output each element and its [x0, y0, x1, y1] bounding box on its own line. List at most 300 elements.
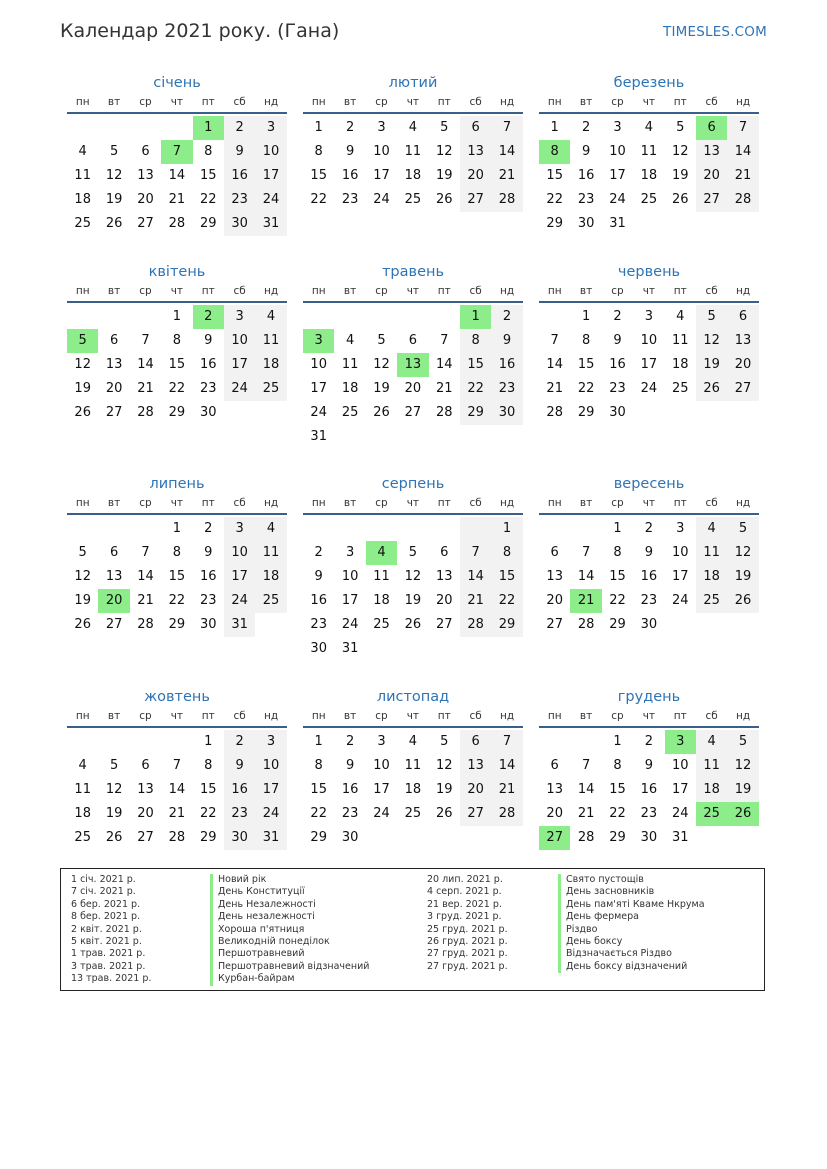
day-cell: 18 [341, 381, 359, 396]
day-cell: 9 [345, 758, 355, 773]
month-name: грудень [617, 689, 681, 705]
day-cell: 2 [204, 521, 213, 536]
empty-day-cell [161, 730, 192, 754]
day-cell: 19 [105, 192, 123, 207]
weekday-label: пт [201, 710, 215, 722]
day-cell: 28 [137, 405, 154, 420]
day-cell: 5 [696, 305, 727, 329]
day-cell: 3 [377, 734, 386, 749]
day-cell: 24 [671, 593, 689, 608]
day-cell: 1 [613, 734, 622, 749]
day-cell: 23 [491, 377, 522, 401]
empty-day-cell [130, 116, 161, 140]
day-cell: 12 [373, 357, 390, 372]
legend-date: 1 трав. 2021 р. [71, 948, 146, 960]
empty-day-cell [429, 425, 460, 449]
empty-day-cell [633, 401, 664, 425]
day-cell: 23 [640, 806, 658, 821]
day-cell: 12 [74, 569, 91, 584]
day-cell: 30 [310, 641, 327, 656]
day-cell: 17 [373, 168, 390, 183]
day-cell: 10 [341, 569, 359, 584]
weekday-label: вт [579, 96, 593, 108]
day-cell: 28 [435, 405, 453, 420]
weekday-label: пт [673, 497, 687, 509]
weekday-label: пн [547, 96, 562, 108]
holiday-day-cell: 5 [67, 329, 98, 353]
legend-date: 6 бер. 2021 р. [71, 898, 141, 910]
day-cell: 11 [341, 357, 359, 372]
day-cell: 22 [310, 192, 327, 207]
empty-day-cell [224, 401, 255, 425]
day-cell: 18 [671, 357, 689, 372]
day-cell: 16 [341, 782, 359, 797]
day-cell: 6 [109, 545, 119, 560]
day-cell: 25 [671, 381, 689, 396]
day-cell: 30 [577, 216, 595, 231]
month-9 [539, 473, 759, 637]
day-cell: 8 [613, 545, 622, 560]
empty-day-cell [130, 517, 161, 541]
day-cell: 2 [345, 120, 355, 135]
day-cell: 30 [609, 405, 626, 420]
day-cell: 18 [640, 168, 658, 183]
day-cell: 12 [727, 754, 758, 778]
day-cell: 19 [404, 593, 422, 608]
weekday-label: чт [406, 96, 420, 108]
day-cell: 15 [168, 357, 186, 372]
empty-day-cell [491, 425, 522, 449]
day-cell: 16 [640, 569, 658, 584]
legend-date: 7 січ. 2021 р. [71, 886, 136, 898]
day-cell: 27 [435, 617, 453, 632]
day-cell: 16 [224, 164, 255, 188]
day-cell: 22 [199, 192, 217, 207]
day-cell: 5 [408, 545, 417, 560]
day-cell: 1 [204, 734, 213, 749]
day-cell: 20 [460, 778, 491, 802]
day-cell: 22 [546, 192, 563, 207]
day-cell: 17 [609, 168, 626, 183]
empty-day-cell [429, 826, 460, 850]
day-cell: 4 [255, 305, 286, 329]
day-cell: 25 [255, 377, 286, 401]
day-cell: 2 [345, 734, 355, 749]
day-cell: 18 [404, 782, 422, 797]
day-cell: 30 [199, 617, 217, 632]
day-cell: 27 [137, 830, 154, 845]
empty-day-cell [727, 212, 758, 236]
weekday-label: пт [437, 285, 451, 297]
weekday-label: пн [547, 710, 562, 722]
day-cell: 27 [546, 617, 563, 632]
day-cell: 20 [435, 593, 453, 608]
day-cell: 3 [255, 730, 286, 754]
day-cell: 29 [199, 216, 217, 231]
day-cell: 29 [168, 617, 186, 632]
legend-holiday-name: Новий рік [210, 874, 369, 886]
day-cell: 9 [204, 333, 213, 348]
legend-names-column [558, 874, 705, 973]
day-cell: 24 [671, 806, 689, 821]
day-cell: 25 [404, 806, 422, 821]
weekday-label: пт [673, 96, 687, 108]
month-name: лютий [388, 75, 438, 91]
weekday-label: ср [375, 710, 388, 722]
day-cell: 17 [671, 569, 689, 584]
day-cell: 12 [435, 758, 453, 773]
weekday-label: пн [547, 497, 562, 509]
empty-day-cell [397, 517, 428, 541]
weekday-label: вт [343, 285, 357, 297]
day-cell: 27 [105, 617, 123, 632]
legend-date: 26 груд. 2021 р. [427, 935, 508, 947]
empty-day-cell [161, 116, 192, 140]
day-cell: 11 [74, 168, 91, 183]
day-cell: 9 [491, 329, 522, 353]
legend-holiday-name: Великодній понеділок [210, 936, 369, 948]
weekday-header [67, 94, 287, 114]
day-cell: 14 [460, 565, 491, 589]
day-cell: 10 [224, 541, 255, 565]
weekday-label: чт [406, 710, 420, 722]
legend-holiday-name: Свято пустощів [558, 874, 705, 886]
day-cell: 2 [644, 734, 653, 749]
day-cell: 20 [105, 381, 123, 396]
legend-date: 25 груд. 2021 р. [427, 923, 508, 935]
day-cell: 23 [224, 188, 255, 212]
day-cell: 3 [224, 517, 255, 541]
day-cell: 26 [105, 216, 123, 231]
weekday-label: сб [705, 710, 718, 722]
weekday-label: нд [735, 285, 751, 297]
weekday-label: чт [642, 285, 656, 297]
day-cell: 30 [341, 830, 359, 845]
day-cell: 13 [696, 140, 727, 164]
month-name: квітень [148, 264, 206, 280]
empty-day-cell [98, 730, 129, 754]
weekday-label: пн [311, 96, 326, 108]
empty-day-cell [460, 425, 491, 449]
legend-holiday-name: Першотравневий [210, 948, 369, 960]
empty-day-cell [397, 826, 428, 850]
day-cell: 7 [440, 333, 449, 348]
day-cell: 23 [224, 802, 255, 826]
day-cell: 28 [137, 617, 154, 632]
day-cell: 10 [310, 357, 327, 372]
day-cell: 4 [78, 758, 87, 773]
day-cell: 13 [546, 782, 563, 797]
day-cell: 27 [460, 802, 491, 826]
day-cell: 24 [373, 806, 390, 821]
day-cell: 8 [613, 758, 622, 773]
weekday-label: сб [469, 285, 482, 297]
day-cell: 12 [727, 541, 758, 565]
day-cell: 19 [435, 782, 453, 797]
day-cell: 10 [671, 545, 689, 560]
day-cell: 8 [172, 545, 181, 560]
holiday-day-cell: 6 [696, 116, 727, 140]
day-cell: 8 [491, 541, 522, 565]
weekday-label: пт [437, 497, 451, 509]
day-cell: 23 [199, 381, 217, 396]
empty-day-cell [303, 517, 334, 541]
legend-date: 21 вер. 2021 р. [427, 898, 502, 910]
day-cell: 20 [546, 806, 563, 821]
weekday-header [303, 94, 523, 114]
day-cell: 18 [373, 593, 390, 608]
legend-holiday-name: День боксу [558, 936, 705, 948]
day-cell: 12 [671, 144, 689, 159]
day-cell: 7 [581, 545, 591, 560]
day-cell: 23 [341, 192, 359, 207]
day-cell: 15 [546, 168, 563, 183]
day-cell: 16 [640, 782, 658, 797]
day-cell: 3 [676, 521, 685, 536]
day-cell: 15 [199, 168, 217, 183]
weekday-label: чт [170, 710, 184, 722]
day-cell: 13 [435, 569, 453, 584]
holiday-day-cell: 1 [193, 116, 224, 140]
empty-day-cell [460, 517, 491, 541]
day-cell: 4 [408, 734, 417, 749]
day-cell: 20 [404, 381, 422, 396]
day-cell: 5 [676, 120, 685, 135]
day-cell: 19 [105, 806, 123, 821]
day-cell: 4 [408, 120, 417, 135]
legend-holiday-name: Курбан-байрам [210, 973, 369, 985]
day-cell: 14 [168, 782, 186, 797]
weekday-label: сб [705, 285, 718, 297]
day-cell: 15 [491, 565, 522, 589]
day-cell: 5 [109, 758, 119, 773]
legend-date: 8 бер. 2021 р. [71, 911, 141, 923]
day-cell: 15 [199, 782, 217, 797]
weekday-label: ср [611, 497, 624, 509]
weekday-label: вт [107, 710, 121, 722]
day-cell: 19 [727, 565, 758, 589]
empty-day-cell [334, 425, 365, 449]
day-cell: 7 [550, 333, 559, 348]
day-cell: 13 [460, 140, 491, 164]
legend-date: 2 квіт. 2021 р. [71, 923, 142, 935]
day-cell: 21 [546, 381, 563, 396]
month-name: листопад [376, 689, 450, 705]
empty-day-cell [491, 637, 522, 661]
day-cell: 17 [640, 357, 658, 372]
day-cell: 1 [314, 734, 323, 749]
day-cell: 9 [613, 333, 622, 348]
empty-day-cell [98, 517, 129, 541]
empty-day-cell [334, 517, 365, 541]
day-cell: 23 [609, 381, 626, 396]
day-cell: 9 [644, 758, 653, 773]
weekday-label: вт [579, 285, 593, 297]
day-cell: 29 [460, 401, 491, 425]
empty-day-cell [67, 116, 98, 140]
day-cell: 12 [435, 144, 453, 159]
day-cell: 17 [255, 164, 286, 188]
legend-names-column [210, 874, 369, 986]
day-cell: 31 [671, 830, 689, 845]
day-cell: 18 [255, 565, 286, 589]
month-name: вересень [613, 476, 685, 492]
day-cell: 10 [224, 329, 255, 353]
day-cell: 16 [491, 353, 522, 377]
day-grid [539, 517, 759, 637]
day-cell: 3 [613, 120, 622, 135]
day-cell: 8 [172, 333, 181, 348]
day-cell: 7 [141, 333, 150, 348]
day-cell: 22 [609, 806, 626, 821]
weekday-label: нд [735, 497, 751, 509]
day-grid [303, 305, 523, 449]
day-cell: 20 [696, 164, 727, 188]
day-cell: 29 [577, 405, 595, 420]
holiday-legend [60, 868, 765, 991]
day-cell: 9 [345, 144, 355, 159]
day-cell: 21 [491, 778, 522, 802]
month-10 [67, 686, 287, 850]
weekday-label: нд [263, 285, 279, 297]
day-cell: 23 [577, 192, 595, 207]
site-logo-link[interactable]: TIMESLES.COM [663, 24, 767, 40]
empty-day-cell [429, 637, 460, 661]
day-cell: 26 [435, 806, 453, 821]
day-cell: 22 [491, 589, 522, 613]
day-cell: 17 [255, 778, 286, 802]
day-cell: 16 [609, 357, 626, 372]
day-cell: 28 [460, 613, 491, 637]
day-cell: 23 [341, 806, 359, 821]
month-7 [67, 473, 287, 637]
day-cell: 17 [224, 565, 255, 589]
day-cell: 9 [224, 140, 255, 164]
day-cell: 19 [727, 778, 758, 802]
day-cell: 10 [373, 144, 390, 159]
day-cell: 23 [640, 593, 658, 608]
day-cell: 7 [460, 541, 491, 565]
month-3 [539, 72, 759, 236]
month-name: березень [613, 75, 685, 91]
legend-holiday-name: День незалежності [210, 911, 369, 923]
weekday-label: сб [469, 96, 482, 108]
day-cell: 4 [255, 517, 286, 541]
day-cell: 29 [546, 216, 563, 231]
weekday-label: нд [735, 710, 751, 722]
day-cell: 8 [204, 144, 213, 159]
day-cell: 20 [137, 192, 154, 207]
day-cell: 24 [224, 377, 255, 401]
empty-day-cell [366, 826, 397, 850]
day-grid [303, 730, 523, 850]
day-cell: 14 [577, 569, 595, 584]
month-8 [303, 473, 523, 661]
empty-day-cell [98, 305, 129, 329]
day-cell: 20 [727, 353, 758, 377]
day-cell: 25 [255, 589, 286, 613]
weekday-label: нд [499, 497, 515, 509]
day-cell: 15 [460, 353, 491, 377]
empty-day-cell [727, 613, 758, 637]
weekday-label: пн [311, 497, 326, 509]
day-cell: 28 [577, 617, 595, 632]
weekday-label: пн [75, 710, 90, 722]
weekday-label: пт [673, 285, 687, 297]
weekday-label: чт [642, 710, 656, 722]
day-cell: 28 [727, 188, 758, 212]
day-cell: 2 [224, 730, 255, 754]
empty-day-cell [696, 826, 727, 850]
weekday-label: пт [437, 96, 451, 108]
empty-day-cell [429, 305, 460, 329]
day-cell: 10 [255, 754, 286, 778]
day-cell: 1 [172, 309, 181, 324]
day-cell: 11 [696, 754, 727, 778]
day-cell: 21 [491, 164, 522, 188]
day-grid [67, 305, 287, 425]
day-cell: 10 [671, 758, 689, 773]
holiday-day-cell: 8 [539, 140, 570, 164]
day-cell: 2 [314, 545, 323, 560]
day-cell: 22 [168, 593, 186, 608]
day-cell: 30 [640, 830, 658, 845]
day-cell: 26 [105, 830, 123, 845]
empty-day-cell [366, 517, 397, 541]
weekday-header [539, 495, 759, 515]
empty-day-cell [397, 305, 428, 329]
weekday-label: вт [107, 285, 121, 297]
day-cell: 12 [105, 168, 123, 183]
legend-holiday-name: День пам'яті Кваме Нкрума [558, 899, 705, 911]
weekday-label: нд [499, 285, 515, 297]
day-cell: 22 [577, 381, 595, 396]
empty-day-cell [67, 305, 98, 329]
day-cell: 25 [640, 192, 658, 207]
day-cell: 25 [74, 830, 91, 845]
weekday-label: пт [201, 497, 215, 509]
day-cell: 9 [204, 545, 213, 560]
day-cell: 26 [74, 405, 91, 420]
day-cell: 20 [460, 164, 491, 188]
day-cell: 27 [105, 405, 123, 420]
day-cell: 20 [546, 593, 563, 608]
day-cell: 13 [105, 569, 123, 584]
legend-holiday-name: День Конституції [210, 886, 369, 898]
day-cell: 23 [199, 593, 217, 608]
day-cell: 24 [224, 589, 255, 613]
day-cell: 21 [168, 192, 186, 207]
holiday-day-cell: 27 [539, 826, 570, 850]
day-cell: 3 [644, 309, 653, 324]
day-cell: 1 [550, 120, 559, 135]
day-cell: 26 [696, 377, 727, 401]
day-cell: 24 [640, 381, 658, 396]
weekday-header [539, 708, 759, 728]
day-cell: 21 [727, 164, 758, 188]
day-cell: 27 [404, 405, 422, 420]
legend-holiday-name: Хороша п'ятниця [210, 924, 369, 936]
weekday-label: ср [139, 710, 152, 722]
legend-holiday-name: День боксу відзначений [558, 961, 705, 973]
weekday-label: пн [75, 497, 90, 509]
day-cell: 9 [314, 569, 323, 584]
month-name: жовтень [144, 689, 210, 705]
day-cell: 18 [74, 192, 91, 207]
day-cell: 31 [255, 826, 286, 850]
day-cell: 2 [613, 309, 622, 324]
empty-day-cell [255, 613, 286, 637]
